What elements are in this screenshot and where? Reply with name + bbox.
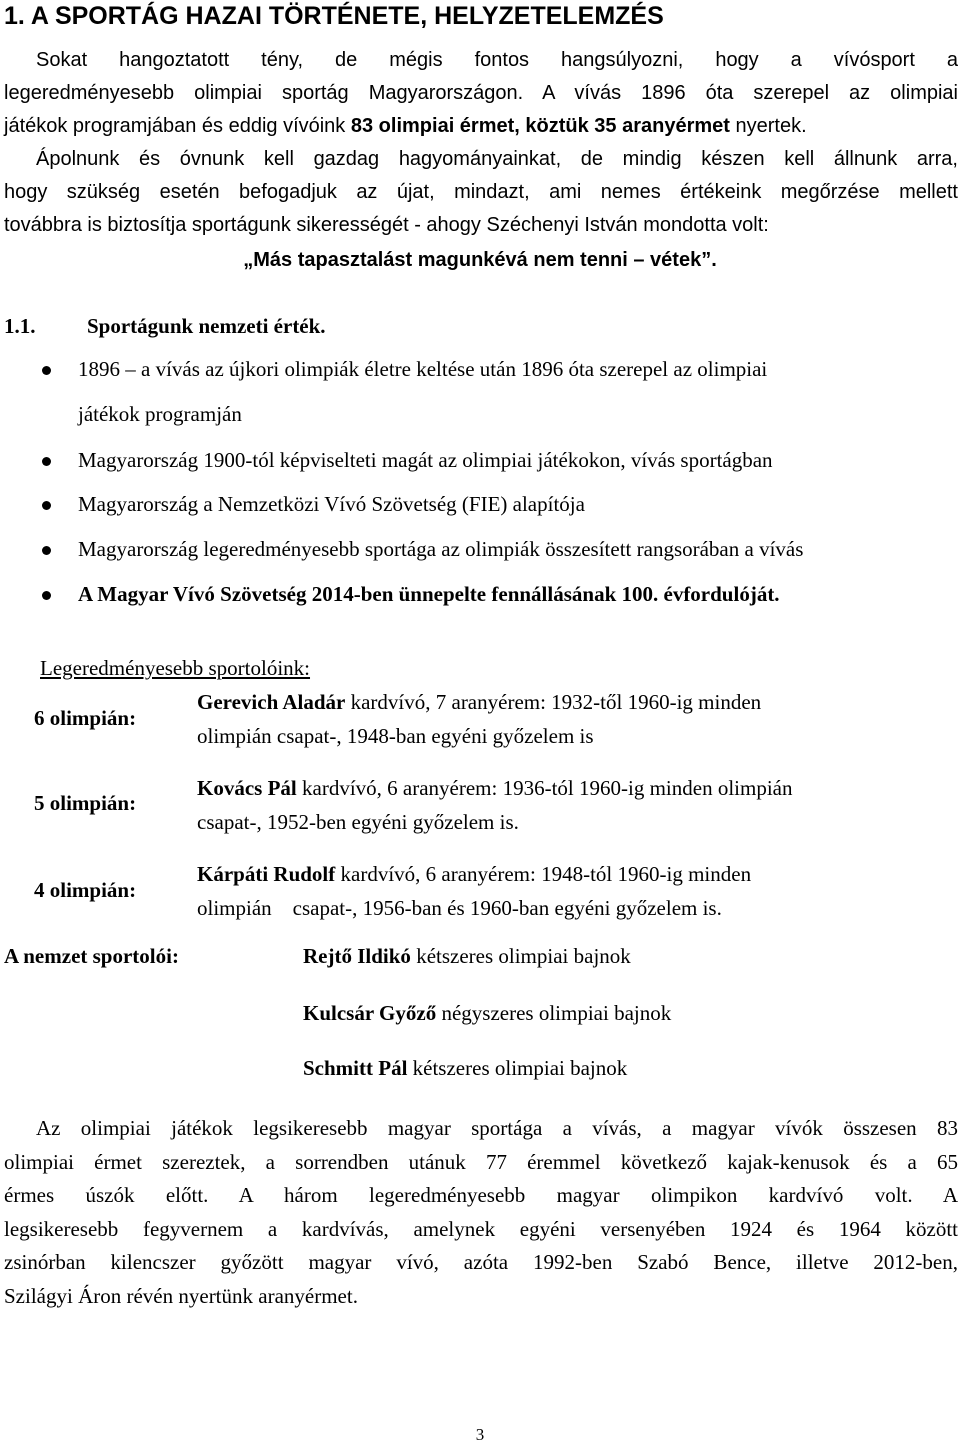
athlete-detail: kardvívó, 6 aranyérem: 1936-tól 1960-ig minden olimpián xyxy=(296,776,793,800)
athlete-line xyxy=(197,857,751,891)
athlete-detail: kardvívó, 7 aranyérem: 1932-től 1960-ig minden xyxy=(345,690,762,714)
intro-paragraph xyxy=(4,44,958,242)
athlete-name: Rejtő Ildikó xyxy=(303,944,411,968)
bullet-dot-icon xyxy=(42,591,51,600)
athlete-line: olimpián csapat-, 1948-ban egyéni győzelem is xyxy=(197,724,594,748)
athlete-entry xyxy=(197,857,751,925)
athlete-name: Kulcsár Győző xyxy=(303,1001,437,1025)
athlete-detail: kardvívó, 6 aranyérem: 1948-tól 1960-ig minden xyxy=(335,862,752,886)
closing-line: érmes úszók előtt. A három legeredményesebb magyar olimpikon kardvívó volt. A xyxy=(4,1183,958,1207)
national-athlete xyxy=(303,944,631,969)
bullet-item: A Magyar Vívó Szövetség 2014-ben ünnepelte fennállásának 100. évfordulóját. xyxy=(78,582,780,606)
intro-line: legeredményesebb olimpiai sportág Magyarországon. A vívás 1896 óta szerepel az olimpiai xyxy=(4,82,958,104)
intro-text: nyertek. xyxy=(729,115,807,137)
intro-line: hogy szükség esetén befogadjuk az újat, mindazt, ami nemes értékeink megőrzése mellett xyxy=(4,181,958,203)
bullet-dot-icon xyxy=(42,546,51,555)
bullet-item-continued: játékok programján xyxy=(78,402,242,426)
intro-line: Sokat hangoztatott tény, de mégis fontos hangsúlyozni, hogy a vívósport a xyxy=(36,49,958,71)
best-athletes-heading: Legeredményesebb sportolóink: xyxy=(40,656,311,680)
athlete-name: Kárpáti Rudolf xyxy=(197,862,336,886)
olympics-count-label: 6 olimpián: xyxy=(34,706,137,730)
athlete-line: olimpián csapat-, 1956-ban és 1960-ban egyéni győzelem is. xyxy=(197,896,722,920)
intro-text: játékok programjában és eddig vívóink xyxy=(4,115,351,137)
intro-line: Ápolnunk és óvnunk kell gazdag hagyományainkat, de mindig készen kell állnunk arra, xyxy=(36,148,958,170)
closing-line: Szilágyi Áron révén nyertünk aranyérmet. xyxy=(4,1283,358,1308)
bullet-dot-icon xyxy=(42,366,51,375)
athlete-line xyxy=(197,685,761,719)
closing-paragraph xyxy=(4,1112,958,1313)
page-heading: 1. A SPORTÁG HAZAI TÖRTÉNETE, HELYZETELEMZÉS xyxy=(4,2,664,30)
closing-line: zsinórban kilencszer győzött magyar vívó, azóta 1992-ben Szabó Bence, illetve 2012-ben, xyxy=(4,1250,958,1274)
national-athletes-label: A nemzet sportolói: xyxy=(4,944,179,968)
athlete-name: Gerevich Aladár xyxy=(197,690,346,714)
bullet-dot-icon xyxy=(42,457,51,466)
athlete-name: Schmitt Pál xyxy=(303,1056,408,1080)
olympics-count-label: 4 olimpián: xyxy=(34,878,137,902)
bullet-item: Magyarország legeredményesebb sportága az olimpiák összesített rangsorában a vívás xyxy=(78,537,804,561)
bullet-item: Magyarország 1900-tól képviselteti magát az olimpiai játékokon, vívás sportágban xyxy=(78,448,773,472)
athlete-entry xyxy=(197,771,792,839)
page-number: 3 xyxy=(475,1425,485,1444)
athlete-entry xyxy=(197,685,761,753)
athlete-line xyxy=(197,771,792,805)
section-title: Sportágunk nemzeti érték. xyxy=(87,314,326,338)
intro-line: továbbra is biztosítja sportágunk sikerességét - ahogy Széchenyi István mondotta volt: xyxy=(4,214,769,236)
closing-line: olimpiai érmet szereztek, a sorrendben utánuk 77 éremmel következő kajak-kenusok és a 65 xyxy=(4,1149,958,1174)
athlete-name: Kovács Pál xyxy=(197,776,297,800)
athlete-detail: kétszeres olimpiai bajnok xyxy=(410,944,631,968)
bullet-dot-icon xyxy=(42,501,51,510)
athlete-detail: kétszeres olimpiai bajnok xyxy=(407,1056,628,1080)
national-athlete xyxy=(303,1056,627,1081)
section-number: 1.1. xyxy=(4,314,36,338)
athlete-line: csapat-, 1952-ben egyéni győzelem is. xyxy=(197,810,519,834)
closing-line: Az olimpiai játékok legsikeresebb magyar sportága a vívás, a magyar vívók összesen 83 xyxy=(36,1116,958,1140)
bullet-item: 1896 – a vívás az újkori olimpiák életre keltése után 1896 óta szerepel az olimpiai xyxy=(78,357,768,381)
medal-highlight: 83 olimpiai érmet, köztük 35 aranyérmet xyxy=(350,115,730,137)
intro-line xyxy=(4,110,958,143)
athlete-detail: négyszeres olimpiai bajnok xyxy=(436,1001,672,1025)
national-athlete xyxy=(303,1001,671,1026)
szechenyi-quote: „Más tapasztalást magunkévá nem tenni – vétek”. xyxy=(243,249,717,271)
bullet-item: Magyarország a Nemzetközi Vívó Szövetség (FIE) alapítója xyxy=(78,492,585,516)
closing-line: legsikeresebb fegyvernem a kardvívás, amelynek egyéni versenyében 1924 és 1964 között xyxy=(4,1216,958,1241)
olympics-count-label: 5 olimpián: xyxy=(34,791,137,815)
